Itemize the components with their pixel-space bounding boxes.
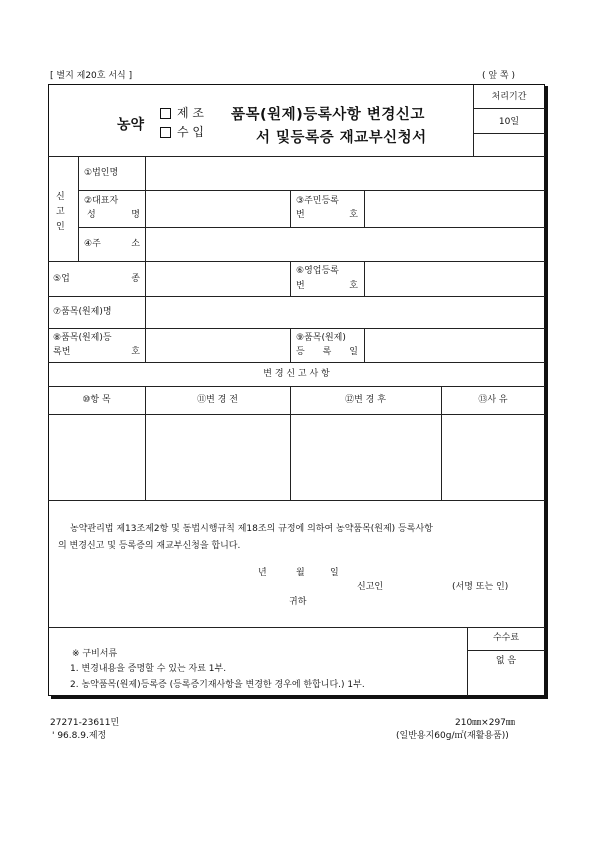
column-item: ⑩항 목 — [82, 395, 111, 405]
product-reg-date-label-2: 등 록 일 — [296, 347, 358, 357]
checkbox-import[interactable] — [160, 127, 171, 138]
paper-type: (일반용지60g/㎡(재활용품)) — [396, 731, 509, 741]
form-code: 27271-23611민 — [50, 718, 120, 728]
business-type-label: ⑤업 종 — [53, 274, 140, 284]
representative-label: ②대표자 — [84, 196, 119, 206]
title-line-2: 서 및등록증 재교부신청서 — [256, 130, 427, 146]
date-month-label: 월 — [296, 568, 305, 578]
processing-label: 처리기간 — [491, 92, 527, 102]
option-manufacture[interactable]: 제 조 — [160, 106, 204, 120]
checkbox-manufacture[interactable] — [160, 108, 171, 119]
corp-name-field[interactable] — [146, 157, 544, 189]
business-reg-label-2: 번 호 — [296, 281, 358, 291]
form-number: [ 별지 제20호 서식 ] — [50, 71, 133, 81]
product-reg-no-field[interactable] — [146, 329, 289, 361]
applicant-sign-field[interactable] — [392, 580, 448, 594]
representative-name-field[interactable] — [146, 191, 289, 226]
processing-value: 10일 — [498, 117, 520, 127]
title-line-1: 품목(원제)등록사항 변경신고 — [231, 107, 425, 123]
applicant-group-label: 신 고 인 — [56, 192, 65, 232]
corp-name-label: ①법인명 — [84, 168, 119, 178]
title-prefix: 농약 — [117, 117, 145, 133]
option-import[interactable]: 수 입 — [160, 125, 204, 139]
frame-shadow-right — [545, 86, 548, 698]
addressee-label: 귀하 — [289, 597, 307, 607]
resident-number-label-2: 번 호 — [296, 210, 358, 220]
change-after-cell[interactable] — [291, 415, 440, 499]
address-field[interactable] — [146, 228, 544, 260]
frame-shadow-bottom — [51, 696, 548, 699]
product-reg-no-label: ⑧품목(원제)등 — [53, 333, 112, 343]
representative-name-label: 성 명 — [87, 210, 140, 220]
signature-note: (서명 또는 인) — [452, 582, 509, 592]
fee-label: 수수료 — [492, 633, 520, 643]
date-year-label: 년 — [258, 568, 267, 578]
column-reason: ⑬사 유 — [478, 395, 508, 405]
column-after: ⑫변 경 후 — [345, 395, 386, 405]
resident-number-field[interactable] — [365, 191, 544, 226]
page-side: ( 앞 쪽 ) — [482, 71, 515, 81]
applicant-sign-label: 신고인 — [357, 582, 384, 592]
paper-size: 210㎜×297㎜ — [455, 718, 515, 728]
changes-section-title: 변 경 신 고 사 항 — [263, 369, 330, 379]
enacted-date: ' 96.8.9.제정 — [52, 731, 107, 741]
declaration-line-1: 농약관리법 제13조제2항 및 동법시행규칙 제18조의 규정에 의하여 농약품목(원제) 등록사항 — [70, 524, 433, 534]
business-reg-field[interactable] — [365, 262, 544, 295]
change-reason-cell[interactable] — [442, 415, 544, 499]
date-day-label: 일 — [330, 568, 339, 578]
required-docs-title: ※ 구비서류 — [72, 649, 118, 659]
product-reg-date-field[interactable] — [365, 329, 544, 361]
change-before-cell[interactable] — [146, 415, 289, 499]
product-reg-no-label-2: 록번 호 — [53, 347, 140, 357]
column-before: ⑪변 경 전 — [197, 395, 238, 405]
product-name-label: ⑦품목(원제)명 — [53, 307, 112, 317]
address-label: ④주 소 — [84, 239, 140, 249]
business-type-field[interactable] — [146, 262, 289, 295]
product-reg-date-label: ⑨품목(원제) — [296, 333, 346, 343]
declaration-line-2: 의 변경신고 및 등록증의 재교부신청을 합니다. — [58, 541, 241, 551]
required-doc-1: 1. 변경내용을 증명할 수 있는 자료 1부. — [70, 664, 227, 674]
change-item-cell[interactable] — [49, 415, 144, 499]
fee-value: 없 음 — [495, 656, 517, 666]
resident-number-label: ③주민등록 — [296, 196, 339, 206]
business-reg-label: ⑥영업등록 — [296, 266, 339, 276]
required-doc-2: 2. 농약품목(원제)등록증 (등록증기재사항을 변경한 경우에 한합니다.) 1부. — [70, 680, 365, 690]
product-name-field[interactable] — [146, 297, 544, 327]
